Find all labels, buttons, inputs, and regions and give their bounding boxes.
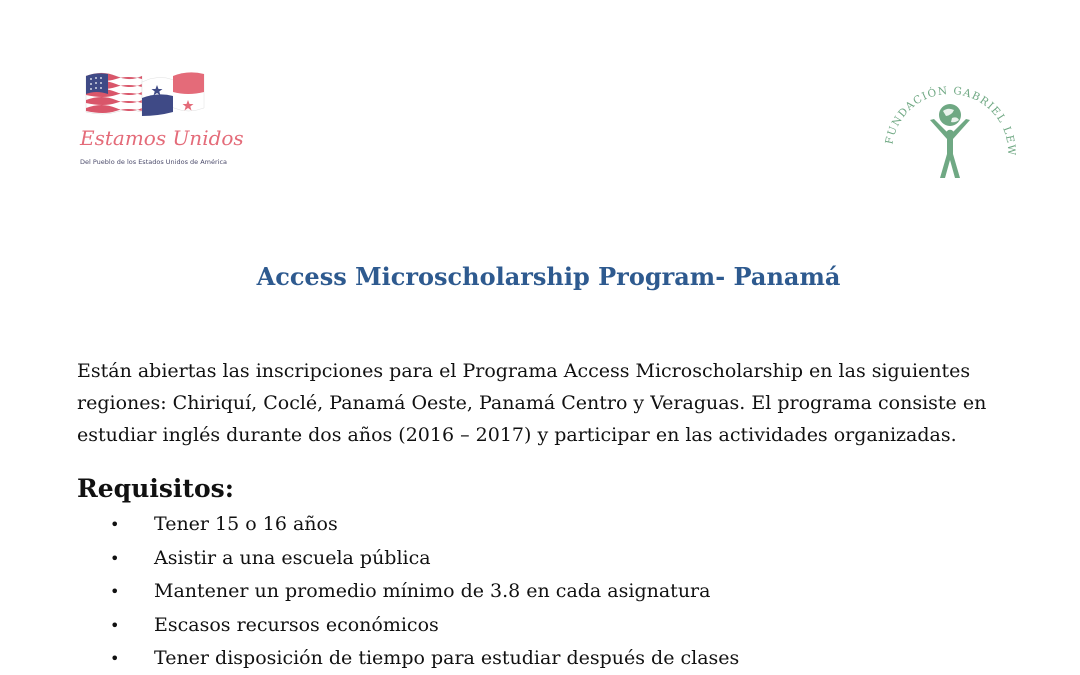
intro-line: regiones: Chiriquí, Coclé, Panamá Oeste, Panamá Centro y Veraguas. El programa consiste en <box>77 392 987 414</box>
bullet-icon: • <box>110 649 120 668</box>
bullet-icon: • <box>110 615 120 635</box>
logo-tagline: Del Pueblo de los Estados Unidos de América <box>80 158 228 166</box>
requirement-text: Tener 15 o 16 años <box>154 513 338 535</box>
estamos-unidos-logo <box>80 68 244 172</box>
bullet-icon: • <box>110 548 120 568</box>
foundation-figure-globe-icon <box>878 82 1022 188</box>
bullet-icon: • <box>110 582 120 601</box>
program-title: Access Microscholarship Program- Panamá <box>256 262 841 291</box>
intro-line: Están abiertas las inscripciones para el Programa Access Microscholarship en las siguientes <box>77 360 971 382</box>
requirement-text: Asistir a una escuela pública <box>154 546 431 569</box>
fundacion-logo <box>878 82 1022 188</box>
intro-line: estudiar inglés durante dos años (2016 – 2017) y participar en las actividades organizadas. <box>77 424 957 446</box>
requirement-text: Mantener un promedio mínimo de 3.8 en cada asignatura <box>154 580 711 602</box>
bullet-icon: • <box>110 515 120 534</box>
requirement-text: Escasos recursos económicos <box>154 613 439 636</box>
requirement-text: Tener disposición de tiempo para estudiar después de clases <box>154 647 740 669</box>
foundation-ring-text: FUNDACIÓN GABRIEL LEW <box>883 84 1018 157</box>
intro-paragraph <box>77 355 1037 451</box>
us-panama-flags-icon <box>80 68 210 128</box>
logo-brand-text: Estamos Unidos <box>80 126 244 150</box>
requirements-heading: Requisitos: <box>77 474 234 503</box>
